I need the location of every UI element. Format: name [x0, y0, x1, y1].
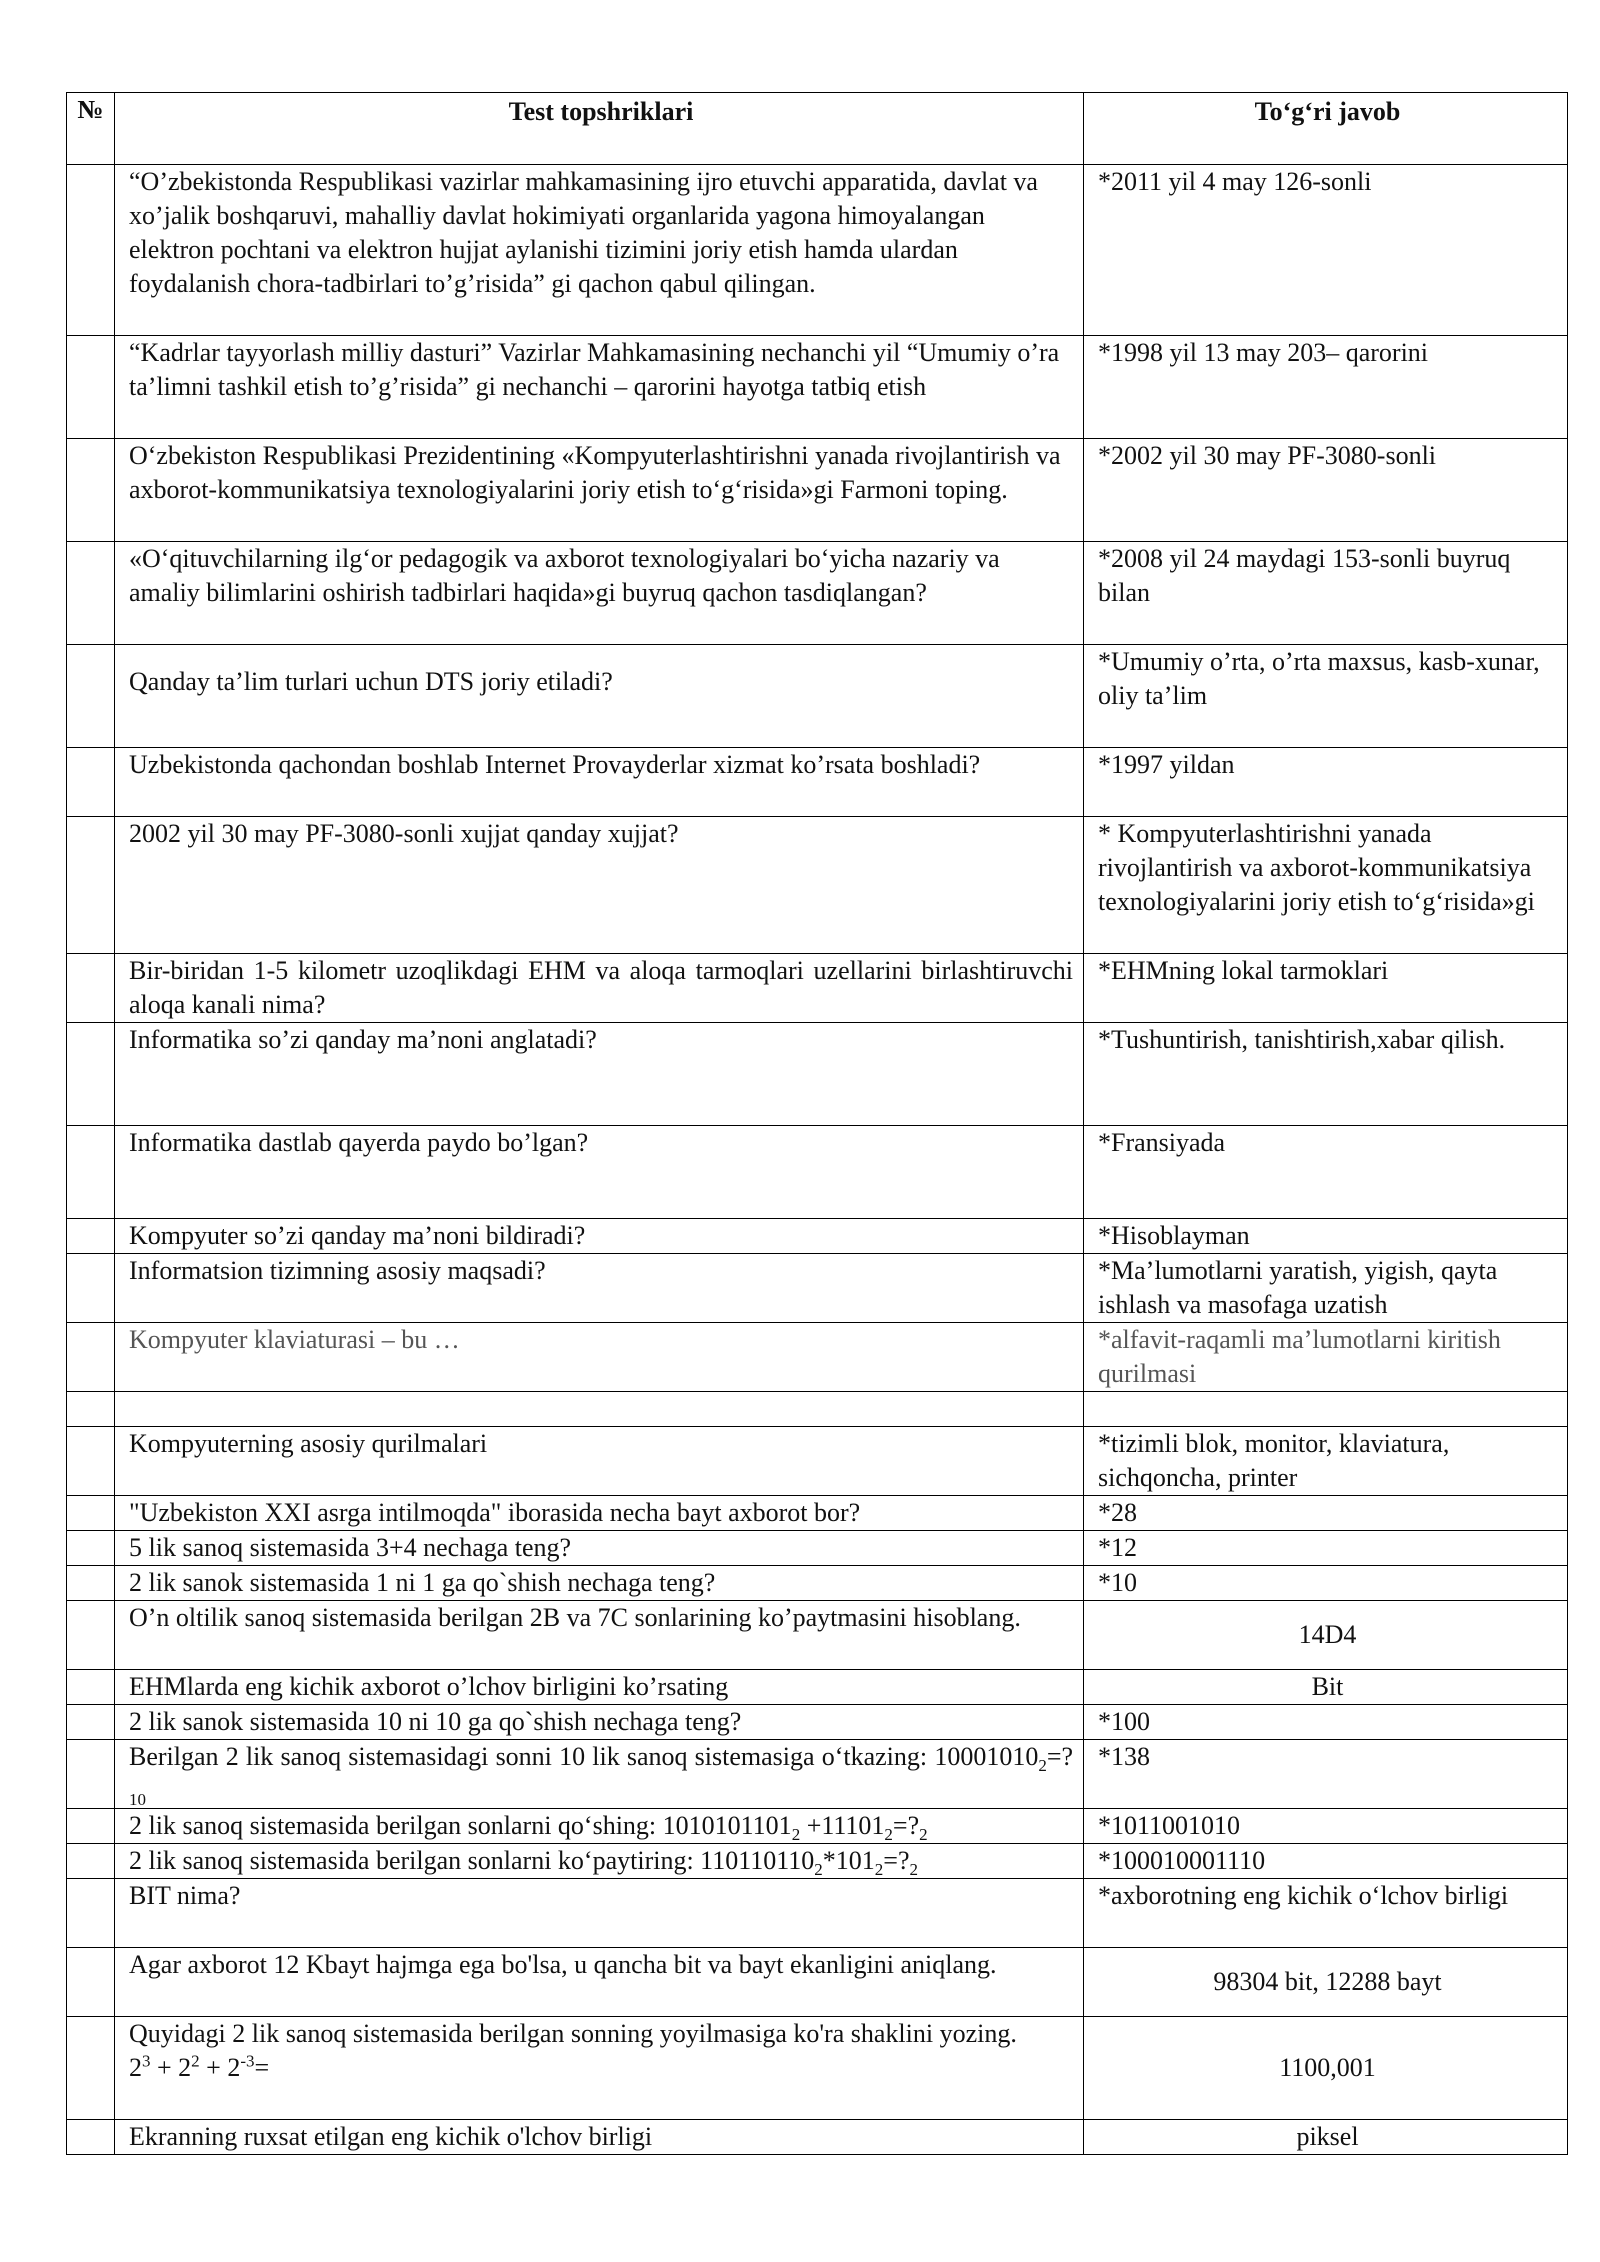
formula-exponent: 3: [142, 2051, 151, 2071]
question-cell: [115, 1392, 1084, 1427]
question-cell: Kompyuterning asosiy qurilmalari: [115, 1427, 1084, 1496]
row-number-cell: [67, 165, 115, 336]
answer-cell: Bit: [1084, 1670, 1568, 1705]
row-number-cell: [67, 1948, 115, 2017]
row-number-cell: [67, 645, 115, 748]
row-number-cell: [67, 542, 115, 645]
question-text: Berilgan 2 lik sanoq sistemasidagi sonni 10 lik sanoq sistemasiga o‘tkazing:: [129, 1742, 928, 1771]
row-number-cell: [67, 1705, 115, 1740]
base-subscript: 2: [884, 1825, 893, 1845]
answer-cell: *1997 yildan: [1084, 748, 1568, 817]
table-row: [67, 336, 1568, 439]
answer-cell: *100: [1084, 1705, 1568, 1740]
table-row: [67, 1323, 1568, 1392]
row-number-cell: [67, 817, 115, 954]
table-row: [67, 439, 1568, 542]
table-row: [67, 1496, 1568, 1531]
row-number-cell: [67, 1566, 115, 1601]
equals-question: =?: [883, 1846, 910, 1875]
equals-question: =?: [1046, 1742, 1074, 1771]
table-row: [67, 1670, 1568, 1705]
answer-cell: *138: [1084, 1740, 1568, 1809]
table-row: [67, 1566, 1568, 1601]
question-cell: 2002 yil 30 may PF-3080-sonli xujjat qanday xujjat?: [115, 817, 1084, 954]
answer-cell: [1084, 1392, 1568, 1427]
table-row: [67, 1254, 1568, 1323]
table-row: [67, 1219, 1568, 1254]
table-row: [67, 1809, 1568, 1844]
answer-cell: *EHMning lokal tarmoklari: [1084, 954, 1568, 1023]
question-cell: 2 lik sanok sistemasida 1 ni 1 ga qo`shish nechaga teng?: [115, 1566, 1084, 1601]
question-cell: Kompyuter klaviaturasi – bu …: [115, 1323, 1084, 1392]
row-number-cell: [67, 1670, 115, 1705]
row-number-cell: [67, 1323, 115, 1392]
table-row: [67, 542, 1568, 645]
row-number-cell: [67, 1219, 115, 1254]
column-header-answer: To‘g‘ri javob: [1084, 93, 1568, 165]
row-number-cell: [67, 1844, 115, 1879]
table-row: [67, 817, 1568, 954]
row-number-cell: [67, 1531, 115, 1566]
equals-question: =?: [892, 1811, 920, 1840]
question-cell: 5 lik sanoq sistemasida 3+4 nechaga teng?: [115, 1531, 1084, 1566]
table-row: [67, 1740, 1568, 1809]
base-subscript: 10: [129, 1790, 146, 1810]
answer-cell: *alfavit-raqamli ma’lumotlarni kiritish qurilmasi: [1084, 1323, 1568, 1392]
base-subscript: 2: [919, 1825, 928, 1845]
table-row: [67, 2120, 1568, 2155]
operand: +11101: [800, 1811, 885, 1840]
question-cell: Agar axborot 12 Kbayt hajmga ega bo'lsa, u qancha bit va bayt ekanligini aniqlang.: [115, 1948, 1084, 2017]
row-number-cell: [67, 1879, 115, 1948]
base-subscript: 2: [791, 1825, 801, 1845]
row-number-cell: [67, 336, 115, 439]
answer-cell: *2008 yil 24 maydagi 153-sonli buyruq bilan: [1084, 542, 1568, 645]
answer-cell: *1998 yil 13 may 203– qarorini: [1084, 336, 1568, 439]
question-cell: Bir-biridan 1-5 kilometr uzoqlikdagi EHM va aloqa tarmoqlari uzellarini birlashtiruvchi aloqa kanali nima?: [115, 954, 1084, 1023]
question-cell: BIT nima?: [115, 1879, 1084, 1948]
formula-base: + 2: [150, 2053, 192, 2082]
base-subscript: 2: [814, 1860, 823, 1880]
table-row: [67, 1126, 1568, 1219]
answer-cell: 98304 bit, 12288 bayt: [1084, 1948, 1568, 2017]
answer-cell: 1100,001: [1084, 2017, 1568, 2120]
question-cell: O‘zbekiston Respublikasi Prezidentining «Kompyuterlashtirishni yanada rivojlantirish va axborot-kommunikatsiya texnologiyalarini joriy etish to‘g‘risida»gi Farmoni toping.: [115, 439, 1084, 542]
formula: [129, 2051, 1073, 2085]
question-cell: O’n oltilik sanoq sistemasida berilgan 2B va 7C sonlarining ko’paytmasini hisoblang.: [115, 1601, 1084, 1670]
question-cell: Uzbekistonda qachondan boshlab Internet Provayderlar xizmat ko’rsata boshladi?: [115, 748, 1084, 817]
row-number-cell: [67, 1126, 115, 1219]
table-row: [67, 645, 1568, 748]
answer-cell: piksel: [1084, 2120, 1568, 2155]
table-row: [67, 748, 1568, 817]
base-subscript: 2: [909, 1860, 918, 1880]
question-cell: “O’zbekistonda Respublikasi vazirlar mahkamasining ijro etuvchi apparatida, davlat va xo’jalik boshqaruvi, mahalliy davlat hokimiyati organlarida yagona himoyalangan elektron pochtani va elektron hujjat aylanishi tizimini joriy etish hamda ulardan foydalanish chora-tadbirlari to’g’risida” gi qachon qabul qilingan.: [115, 165, 1084, 336]
question-cell: Informatika dastlab qayerda paydo bo’lgan?: [115, 1126, 1084, 1219]
answer-cell: *28: [1084, 1496, 1568, 1531]
table-row: [67, 2017, 1568, 2120]
formula-base: 2: [129, 2053, 142, 2082]
table-header-row: [67, 93, 1568, 165]
column-header-question: Test topshriklari: [115, 93, 1084, 165]
question-cell: 2 lik sanok sistemasida 10 ni 10 ga qo`shish nechaga teng?: [115, 1705, 1084, 1740]
table-row: [67, 1705, 1568, 1740]
answer-cell: *2011 yil 4 may 126-sonli: [1084, 165, 1568, 336]
table-row: [67, 954, 1568, 1023]
question-text: 2 lik sanoq sistemasida berilgan sonlarni ko‘paytiring: 110110110: [129, 1846, 815, 1875]
table-row: [67, 1601, 1568, 1670]
row-number-cell: [67, 1254, 115, 1323]
answer-cell: *Umumiy o’rta, o’rta maxsus, kasb-xunar, oliy ta’lim: [1084, 645, 1568, 748]
question-text: Quyidagi 2 lik sanoq sistemasida berilgan sonning yoyilmasiga ko'ra shaklini yozing.: [129, 2019, 1017, 2048]
question-cell: Qanday ta’lim turlari uchun DTS joriy etiladi?: [115, 645, 1084, 748]
formula-equals: =: [254, 2053, 270, 2082]
question-cell: Informatsion tizimning asosiy maqsadi?: [115, 1254, 1084, 1323]
question-cell: “Kadrlar tayyorlash milliy dasturi” Vazirlar Mahkamasining nechanchi yil “Umumiy o’ra ta’limni tashkil etish to’g’risida” gi nechanchi – qarorini hayotga tatbiq etish: [115, 336, 1084, 439]
answer-cell: 14D4: [1084, 1601, 1568, 1670]
answer-cell: *axborotning eng kichik o‘lchov birligi: [1084, 1879, 1568, 1948]
answer-cell: *1011001010: [1084, 1809, 1568, 1844]
row-number-cell: [67, 954, 115, 1023]
question-cell: "Uzbekiston XXI asrga intilmoqda" iborasida necha bayt axborot bor?: [115, 1496, 1084, 1531]
table-row: [67, 165, 1568, 336]
question-cell: Informatika so’zi qanday ma’noni anglatadi?: [115, 1023, 1084, 1126]
table-row: [67, 1879, 1568, 1948]
table-row-empty: [67, 1392, 1568, 1427]
answer-cell: *12: [1084, 1531, 1568, 1566]
question-cell: [115, 1740, 1084, 1809]
base-subscript: 2: [874, 1860, 884, 1880]
table-row: [67, 1948, 1568, 2017]
answer-cell: *100010001110: [1084, 1844, 1568, 1879]
table-row: [67, 1531, 1568, 1566]
row-number-cell: [67, 1427, 115, 1496]
answer-cell: *Ma’lumotlarni yaratish, yigish, qayta ishlash va masofaga uzatish: [1084, 1254, 1568, 1323]
row-number-cell: [67, 1496, 115, 1531]
row-number-cell: [67, 1809, 115, 1844]
test-table: [66, 92, 1568, 2155]
question-cell: Ekranning ruxsat etilgan eng kichik o'lchov birligi: [115, 2120, 1084, 2155]
question-text: 2 lik sanoq sistemasida berilgan sonlarni qo‘shing: 1010101101: [129, 1811, 792, 1840]
answer-cell: *Hisoblayman: [1084, 1219, 1568, 1254]
question-cell: [115, 2017, 1084, 2120]
table-row: [67, 1023, 1568, 1126]
table-row: [67, 1427, 1568, 1496]
row-number-cell: [67, 1392, 115, 1427]
formula-exponent: 2: [191, 2051, 200, 2071]
table-row: [67, 1844, 1568, 1879]
row-number-cell: [67, 2017, 115, 2120]
row-number-cell: [67, 1740, 115, 1809]
formula-exponent: -3: [240, 2051, 255, 2071]
answer-cell: *2002 yil 30 may PF-3080-sonli: [1084, 439, 1568, 542]
question-cell: [115, 1809, 1084, 1844]
row-number-cell: [67, 2120, 115, 2155]
row-number-cell: [67, 1601, 115, 1670]
answer-cell: *10: [1084, 1566, 1568, 1601]
row-number-cell: [67, 439, 115, 542]
answer-cell: *Fransiyada: [1084, 1126, 1568, 1219]
formula-base: + 2: [199, 2053, 241, 2082]
binary-number: 10001010: [934, 1742, 1039, 1771]
answer-cell: *tizimli blok, monitor, klaviatura, sichqoncha, printer: [1084, 1427, 1568, 1496]
operand: *101: [822, 1846, 875, 1875]
column-header-number: №: [67, 93, 115, 165]
answer-cell: * Kompyuterlashtirishni yanada rivojlantirish va axborot-kommunikatsiya texnologiyalarini joriy etish to‘g‘risida»gi: [1084, 817, 1568, 954]
question-cell: «O‘qituvchilarning ilg‘or pedagogik va axborot texnologiyalari bo‘yicha nazariy va amaliy bilimlarini oshirish tadbirlari haqida»gi buyruq qachon tasdiqlangan?: [115, 542, 1084, 645]
question-cell: Kompyuter so’zi qanday ma’noni bildiradi?: [115, 1219, 1084, 1254]
row-number-cell: [67, 748, 115, 817]
answer-cell: *Tushuntirish, tanishtirish,xabar qilish.: [1084, 1023, 1568, 1126]
question-cell: EHMlarda eng kichik axborot o’lchov birligini ko’rsating: [115, 1670, 1084, 1705]
base-subscript: 2: [1038, 1756, 1047, 1776]
row-number-cell: [67, 1023, 115, 1126]
question-cell: [115, 1844, 1084, 1879]
